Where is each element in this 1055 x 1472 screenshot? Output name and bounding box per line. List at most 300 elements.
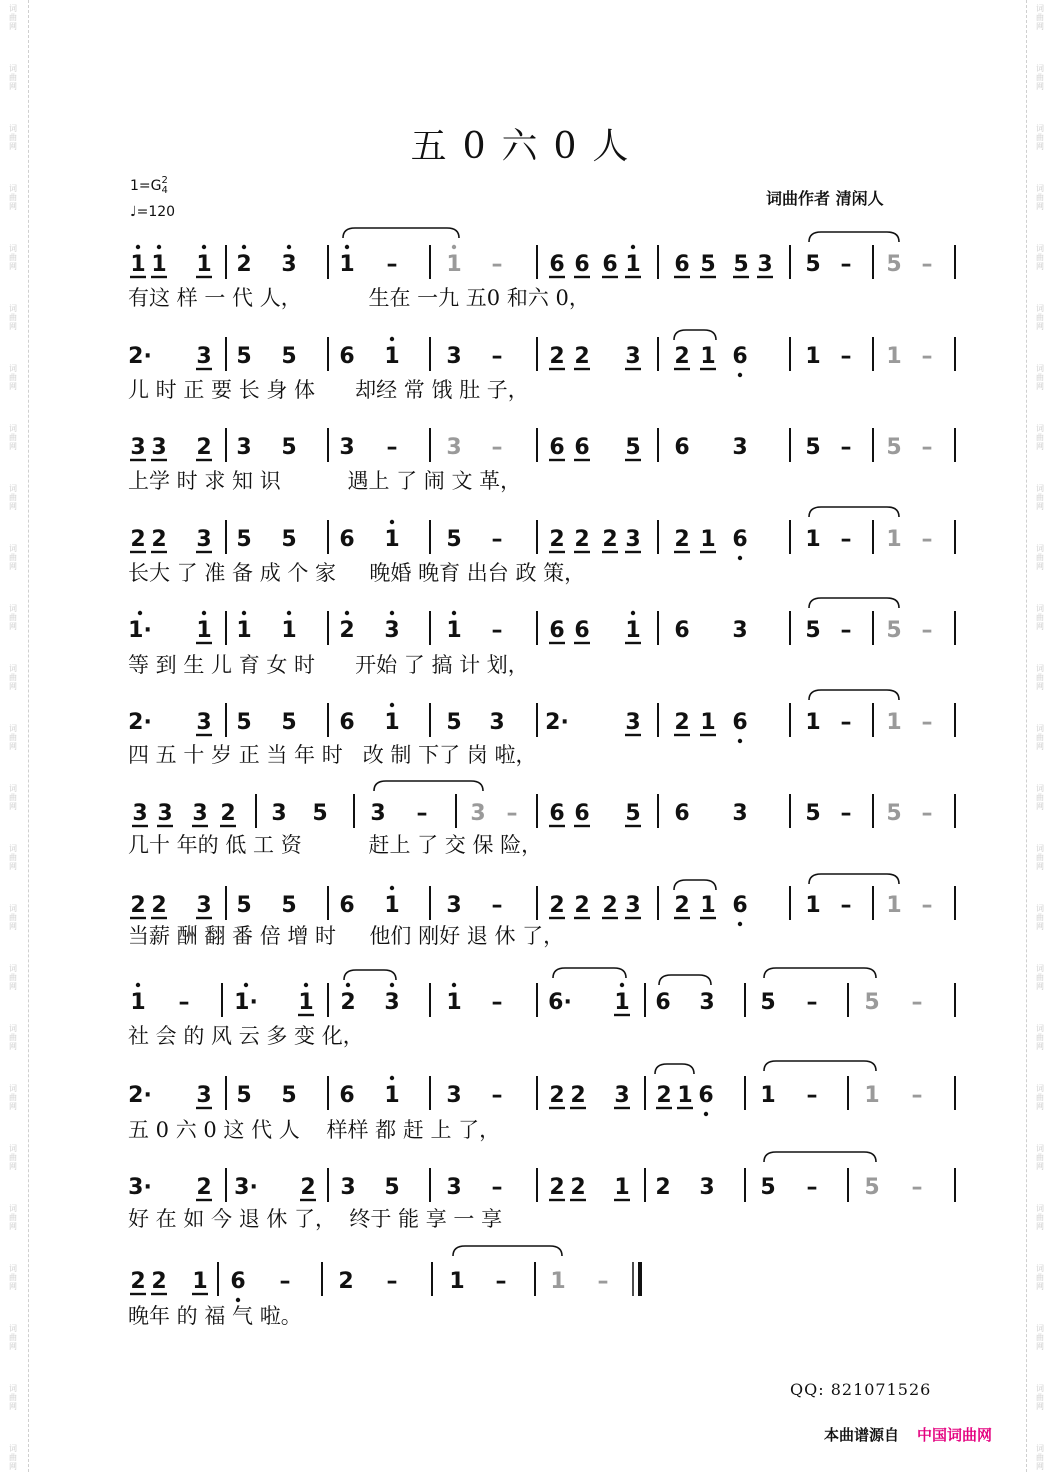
tie-slur: [764, 1152, 876, 1162]
note: 1: [886, 344, 902, 369]
note: 6: [574, 801, 590, 826]
note: 6: [339, 710, 355, 735]
note: –: [921, 710, 933, 735]
watermark-text: 词 曲 网: [1036, 184, 1044, 211]
note: 3: [489, 710, 505, 735]
watermark-text: 词 曲 网: [9, 1024, 17, 1051]
note: 6: [574, 435, 590, 460]
watermark-text: 词 曲 网: [9, 64, 17, 91]
lyric-line: 儿 时 正 要 长 身 体 却经 常 饿 肚 子，: [128, 378, 529, 402]
note: 3: [470, 801, 486, 826]
watermark-text: 词 曲 网: [1036, 1144, 1044, 1171]
note: 5: [236, 1083, 252, 1108]
note: 1: [614, 990, 630, 1015]
octave-dot-high: [631, 611, 635, 615]
note: –: [921, 344, 933, 369]
octave-dot-high: [452, 983, 456, 987]
note: 1·: [128, 618, 152, 643]
note: 3: [151, 435, 167, 460]
note: 1: [760, 1083, 776, 1108]
note: 5: [236, 893, 252, 918]
watermark-text: 词 曲 网: [9, 424, 17, 451]
watermark-text: 词 曲 网: [9, 184, 17, 211]
note: –: [491, 1083, 503, 1108]
note: 3: [339, 435, 355, 460]
note: 1: [614, 1175, 630, 1200]
lyric-line: 四 五 十 岁 正 当 年 时 改 制 下了 岗 啦，: [128, 743, 537, 767]
note: 1: [384, 710, 400, 735]
octave-dot-high: [390, 983, 394, 987]
note: 5: [805, 435, 821, 460]
watermark-text: 词 曲 网: [1036, 1024, 1044, 1051]
note: –: [491, 893, 503, 918]
watermark-text: 词 曲 网: [1036, 364, 1044, 391]
lyric-line: 等 到 生 儿 育 女 时 开始 了 搞 计 划，: [128, 653, 529, 677]
note: 2·: [128, 1083, 152, 1108]
note: 1: [130, 252, 146, 277]
note: 3·: [234, 1175, 258, 1200]
tie-slur: [764, 968, 876, 978]
note: 5: [446, 710, 462, 735]
octave-dot-high: [242, 611, 246, 615]
note: 5: [446, 527, 462, 552]
note: 3: [625, 527, 641, 552]
watermark-text: 词 曲 网: [1036, 664, 1044, 691]
note: 6: [674, 801, 690, 826]
note: 5: [805, 252, 821, 277]
note: 1·: [234, 990, 258, 1015]
song-title: 五0六0人: [410, 126, 645, 167]
lyric-line: 社 会 的 风 云 多 变 化，: [128, 1024, 364, 1048]
watermark-text: 词 曲 网: [1036, 964, 1044, 991]
note: 3: [732, 618, 748, 643]
watermark-text: 词 曲 网: [1036, 4, 1044, 31]
octave-dot-high: [390, 611, 394, 615]
note: –: [178, 990, 190, 1015]
note: 3: [384, 618, 400, 643]
note: 3: [196, 527, 212, 552]
watermark-text: 词 曲 网: [1036, 424, 1044, 451]
watermark-text: 词 曲 网: [1036, 544, 1044, 571]
tie-slur: [809, 874, 899, 884]
note: 1: [886, 893, 902, 918]
note: 1: [550, 1269, 566, 1294]
note: 3: [446, 435, 462, 460]
octave-dot-high: [136, 983, 140, 987]
note: 2: [300, 1175, 316, 1200]
watermark-text: 词 曲 网: [9, 124, 17, 151]
tie-slur: [809, 598, 899, 608]
tie-slur: [553, 968, 626, 978]
note: 2: [196, 435, 212, 460]
note: 5: [733, 252, 749, 277]
note: 1: [446, 990, 462, 1015]
note: 1: [151, 252, 167, 277]
note: 1: [130, 990, 146, 1015]
note: –: [840, 344, 852, 369]
tie-slur: [674, 330, 716, 340]
note: –: [921, 801, 933, 826]
lyric-line: 当薪 酬 翻 番 倍 增 时 他们 刚好 退 休 了，: [128, 924, 565, 948]
watermark-text: 词 曲 网: [9, 1444, 17, 1471]
octave-dot-high: [287, 611, 291, 615]
note: 2: [130, 893, 146, 918]
octave-dot-high: [202, 245, 206, 249]
note: 3: [132, 801, 148, 826]
watermark-text: 词 曲 网: [1036, 1264, 1044, 1291]
note: –: [491, 527, 503, 552]
note: 5: [281, 435, 297, 460]
note: 5: [805, 801, 821, 826]
note: –: [386, 252, 398, 277]
key-signature: 1=G2 4: [130, 175, 168, 196]
watermark-text: 词 曲 网: [9, 784, 17, 811]
note: 2·: [128, 344, 152, 369]
note: –: [491, 1175, 503, 1200]
note: 1: [298, 990, 314, 1015]
note: 6: [339, 527, 355, 552]
lyric-line: 好 在 如 今 退 休 了， 终于 能 享 一 享: [128, 1207, 503, 1231]
note: 2: [574, 893, 590, 918]
note: 5: [236, 527, 252, 552]
note: 2: [656, 1083, 672, 1108]
octave-dot-low: [738, 922, 742, 926]
tie-slur: [659, 975, 711, 985]
octave-dot-high: [390, 337, 394, 341]
note: 2: [339, 618, 355, 643]
watermark-text: 词 曲 网: [1036, 124, 1044, 151]
watermark-text: 词 曲 网: [1036, 64, 1044, 91]
note: 6: [674, 618, 690, 643]
note: 6: [339, 893, 355, 918]
note: 3: [699, 1175, 715, 1200]
watermark-text: 词 曲 网: [1036, 784, 1044, 811]
note: 6: [339, 1083, 355, 1108]
note: 1: [700, 527, 716, 552]
note: 2: [674, 710, 690, 735]
note: 2: [549, 893, 565, 918]
watermark-text: 词 曲 网: [9, 1084, 17, 1111]
note: 6: [698, 1083, 714, 1108]
note: 1: [805, 527, 821, 552]
watermark-text: 词 曲 网: [1036, 244, 1044, 271]
lyric-line: 几十 年的 低 工 资 赶上 了 交 保 险，: [128, 833, 543, 857]
note: 1: [339, 252, 355, 277]
watermark-text: 词 曲 网: [9, 244, 17, 271]
note: 5: [886, 435, 902, 460]
octave-dot-high: [242, 245, 246, 249]
note: 3: [281, 252, 297, 277]
note: 6: [732, 710, 748, 735]
watermark-text: 词 曲 网: [9, 724, 17, 751]
note: 6: [602, 252, 618, 277]
note: –: [921, 893, 933, 918]
note: 6: [549, 435, 565, 460]
tie-slur: [809, 232, 899, 242]
note: 3: [384, 990, 400, 1015]
octave-dot-low: [738, 556, 742, 560]
octave-dot-high: [452, 611, 456, 615]
note: 1: [700, 710, 716, 735]
note: 1: [384, 344, 400, 369]
note: 2: [570, 1083, 586, 1108]
note: 3: [446, 344, 462, 369]
note: 3: [614, 1083, 630, 1108]
octave-dot-low: [738, 739, 742, 743]
note: 5: [886, 618, 902, 643]
octave-dot-high: [138, 611, 142, 615]
watermark-text: 词 曲 网: [1036, 844, 1044, 871]
note: 1: [196, 252, 212, 277]
note: 3: [732, 435, 748, 460]
note: 3: [446, 1175, 462, 1200]
watermark-text: 词 曲 网: [9, 844, 17, 871]
tie-slur: [764, 1061, 876, 1071]
lyric-line: 晚年 的 福 气 啦。: [128, 1304, 302, 1328]
note: 2: [674, 344, 690, 369]
octave-dot-high: [390, 520, 394, 524]
note: 2: [574, 344, 590, 369]
octave-dot-high: [390, 703, 394, 707]
octave-dot-high: [304, 983, 308, 987]
note: 2: [574, 527, 590, 552]
octave-dot-high: [157, 245, 161, 249]
note: –: [921, 435, 933, 460]
note: 2: [602, 527, 618, 552]
note: 1: [384, 893, 400, 918]
note: –: [840, 618, 852, 643]
tie-slur: [655, 1064, 694, 1074]
note: 1: [446, 252, 462, 277]
note: –: [597, 1269, 609, 1294]
octave-dot-high: [136, 245, 140, 249]
note: 3: [130, 435, 146, 460]
octave-dot-high: [202, 611, 206, 615]
note: 2: [340, 990, 356, 1015]
note: 3: [370, 801, 386, 826]
note: 5: [281, 893, 297, 918]
note: 3: [625, 710, 641, 735]
note: 1: [805, 893, 821, 918]
tie-slur: [344, 970, 396, 980]
note: –: [491, 252, 503, 277]
note: –: [911, 990, 923, 1015]
note: 3: [192, 801, 208, 826]
note: 3: [271, 801, 287, 826]
note: 1: [384, 527, 400, 552]
note: 2: [674, 893, 690, 918]
note: 3: [446, 893, 462, 918]
watermark-text: 词 曲 网: [9, 544, 17, 571]
note: 1: [886, 527, 902, 552]
watermark-text: 词 曲 网: [1036, 304, 1044, 331]
note: 1: [700, 893, 716, 918]
note: –: [911, 1083, 923, 1108]
octave-dot-high: [345, 611, 349, 615]
note: 5: [281, 1083, 297, 1108]
watermark-text: 词 曲 网: [1036, 904, 1044, 931]
note: 3: [236, 435, 252, 460]
tie-slur: [453, 1246, 562, 1256]
note: 5: [236, 344, 252, 369]
note: 1: [700, 344, 716, 369]
tie-slur: [343, 228, 459, 238]
note: 6: [732, 344, 748, 369]
tie-slur: [674, 880, 716, 890]
lyric-line: 长大 了 准 备 成 个 家 晚婚 晚育 出台 政 策，: [128, 561, 586, 585]
note: 2: [338, 1269, 354, 1294]
note: 6: [230, 1269, 246, 1294]
octave-dot-high: [244, 983, 248, 987]
note: –: [911, 1175, 923, 1200]
note: 2: [549, 344, 565, 369]
note: 6: [732, 893, 748, 918]
note: 1: [625, 618, 641, 643]
qq-contact: QQ: 821071526: [790, 1380, 932, 1399]
watermark-text: 词 曲 网: [9, 964, 17, 991]
note: 2: [549, 1175, 565, 1200]
note: 6: [549, 618, 565, 643]
octave-dot-high: [452, 245, 456, 249]
note: 5: [700, 252, 716, 277]
note: 5: [760, 1175, 776, 1200]
watermark-text: 词 曲 网: [9, 664, 17, 691]
note: –: [840, 527, 852, 552]
note: 5: [625, 801, 641, 826]
note: 3: [196, 344, 212, 369]
note: –: [491, 990, 503, 1015]
octave-dot-high: [620, 983, 624, 987]
watermark-text: 词 曲 网: [9, 4, 17, 31]
watermark-text: 词 曲 网: [9, 1324, 17, 1351]
note: –: [840, 435, 852, 460]
note: 2·: [128, 710, 152, 735]
note: 2: [602, 893, 618, 918]
note: 1: [805, 344, 821, 369]
watermark-text: 词 曲 网: [1036, 1204, 1044, 1231]
tie-slur: [809, 507, 899, 517]
note: –: [491, 435, 503, 460]
note: 2: [130, 1269, 146, 1294]
note: –: [491, 618, 503, 643]
note: 2: [549, 1083, 565, 1108]
note: 1: [677, 1083, 693, 1108]
note: 2: [570, 1175, 586, 1200]
note: 2: [655, 1175, 671, 1200]
note: –: [491, 344, 503, 369]
watermark-text: 词 曲 网: [9, 1384, 17, 1411]
note: 5: [864, 1175, 880, 1200]
source-site-name: 中国词曲网: [917, 1426, 993, 1444]
note: 5: [886, 801, 902, 826]
note: 3: [446, 1083, 462, 1108]
note: –: [806, 1175, 818, 1200]
octave-dot-high: [390, 886, 394, 890]
note: 1: [281, 618, 297, 643]
note: 3: [196, 710, 212, 735]
note: 3: [157, 801, 173, 826]
note: 1: [236, 618, 252, 643]
note: 5: [384, 1175, 400, 1200]
note: 3: [757, 252, 773, 277]
watermark-text: 词 曲 网: [9, 604, 17, 631]
note: 3·: [128, 1175, 152, 1200]
note: 2: [549, 527, 565, 552]
watermark-text: 词 曲 网: [1036, 1084, 1044, 1111]
note: –: [806, 1083, 818, 1108]
lyric-line: 上学 时 求 知 识 遇上 了 闹 文 革，: [128, 469, 522, 493]
note: 2: [151, 527, 167, 552]
octave-dot-low: [236, 1298, 240, 1302]
octave-dot-high: [287, 245, 291, 249]
octave-dot-low: [704, 1112, 708, 1116]
note: –: [495, 1269, 507, 1294]
lyric-line: 有这 样 一 代 人， 生在 一九 五0 和六 0，: [128, 286, 590, 310]
watermark-text: 词 曲 网: [9, 304, 17, 331]
note: 1: [192, 1269, 208, 1294]
octave-dot-high: [631, 245, 635, 249]
note: 5: [886, 252, 902, 277]
tempo-marking: ♩=120: [130, 204, 176, 220]
note: –: [840, 710, 852, 735]
composer-credit: 词曲作者 清闲人: [766, 189, 884, 208]
note: 5: [805, 618, 821, 643]
tie-slur: [809, 690, 899, 700]
note: 2: [674, 527, 690, 552]
note: –: [806, 990, 818, 1015]
note: 3: [196, 1083, 212, 1108]
note: 5: [281, 710, 297, 735]
source-credit: 本曲谱源自 中国词曲网: [824, 1426, 993, 1444]
octave-dot-high: [345, 245, 349, 249]
note: 3: [625, 893, 641, 918]
note: 1: [384, 1083, 400, 1108]
note: 1: [446, 618, 462, 643]
note: 6: [549, 801, 565, 826]
watermark-text: 词 曲 网: [1036, 1324, 1044, 1351]
note: –: [840, 893, 852, 918]
note: –: [506, 801, 518, 826]
note: –: [386, 435, 398, 460]
note: 2: [196, 1175, 212, 1200]
note: 1: [864, 1083, 880, 1108]
note: 5: [281, 344, 297, 369]
note: 3: [625, 344, 641, 369]
note: 6: [674, 252, 690, 277]
note: –: [921, 252, 933, 277]
tie-slur: [374, 781, 483, 791]
note: 6: [549, 252, 565, 277]
note: 6: [574, 618, 590, 643]
octave-dot-low: [738, 373, 742, 377]
note: 6: [732, 527, 748, 552]
note: 3: [732, 801, 748, 826]
note: 3: [699, 990, 715, 1015]
note: 5: [625, 435, 641, 460]
watermark-text: 词 曲 网: [9, 904, 17, 931]
note: 5: [236, 710, 252, 735]
watermark-text: 词 曲 网: [9, 1264, 17, 1291]
watermark-text: 词 曲 网: [1036, 1384, 1044, 1411]
watermark-text: 词 曲 网: [9, 1204, 17, 1231]
note: –: [840, 252, 852, 277]
note: –: [386, 1269, 398, 1294]
note: –: [840, 801, 852, 826]
note: 2: [220, 801, 236, 826]
note: 2: [151, 893, 167, 918]
watermark-text: 词 曲 网: [9, 484, 17, 511]
note: 2: [130, 527, 146, 552]
